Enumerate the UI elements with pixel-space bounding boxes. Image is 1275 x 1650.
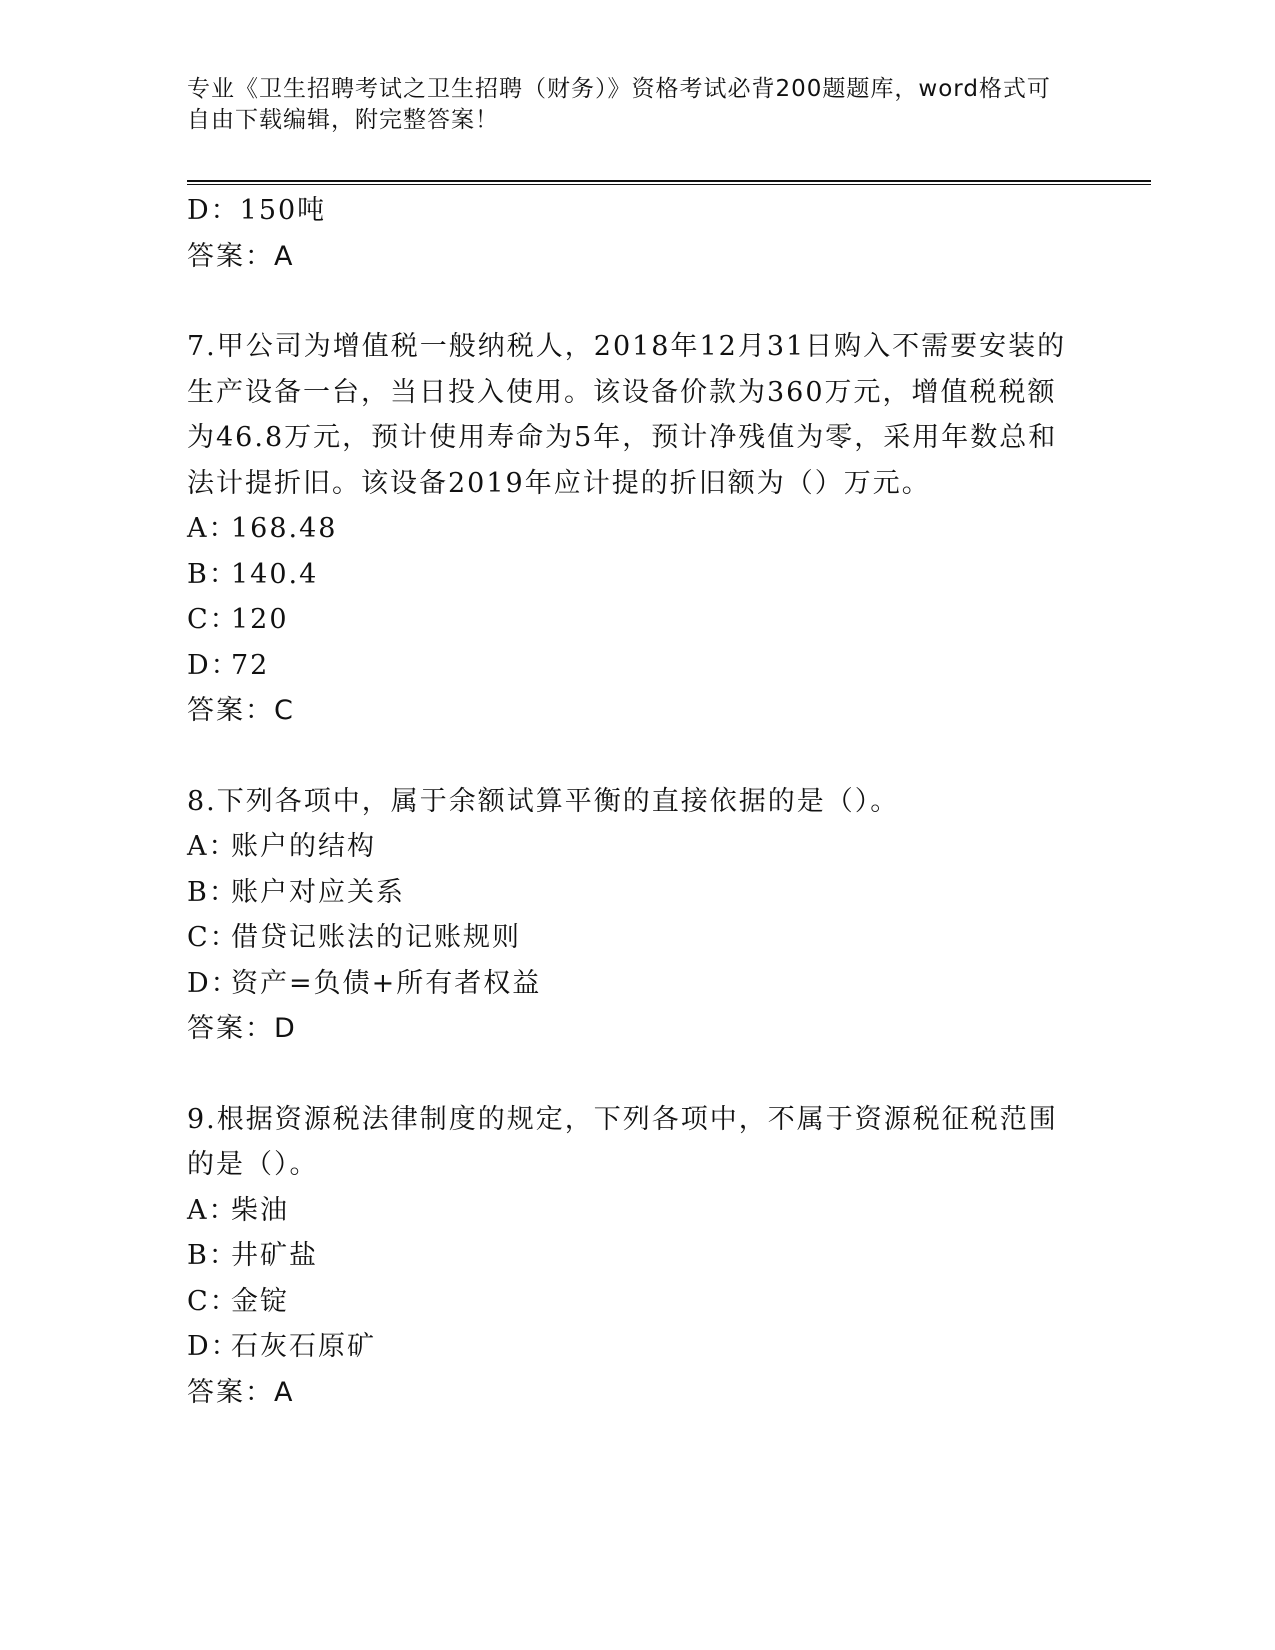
continued-option-d: D：150吨 — [187, 195, 327, 226]
option-key: D： — [187, 649, 240, 681]
option-text: 柴油 — [231, 1194, 289, 1226]
option-text: 168.48 — [231, 513, 338, 544]
option-key: B： — [187, 876, 238, 908]
option-d — [187, 1324, 1077, 1370]
option-key: A： — [187, 831, 238, 862]
option-key: B： — [187, 1240, 238, 1271]
option-text: 石灰石原矿 — [231, 1331, 376, 1362]
option-key: B： — [187, 558, 238, 590]
option-text: 140.4 — [231, 558, 319, 590]
question-content — [187, 188, 1077, 1415]
option-key: A： — [187, 1194, 238, 1226]
option-d — [187, 961, 1077, 1007]
question-7 — [187, 324, 1077, 734]
option-key: C： — [187, 1285, 239, 1317]
option-a — [187, 824, 1077, 870]
page-header: 专业《卫生招聘考试之卫生招聘（财务）》资格考试必背200题题库，word格式可自由下载编辑，附完整答案！ — [187, 76, 1051, 133]
option-c — [187, 915, 1077, 961]
option-key: D： — [187, 967, 240, 999]
option-text: 72 — [231, 649, 270, 681]
option-b — [187, 552, 1077, 598]
option-key: D： — [187, 1331, 240, 1362]
question-stem: 7.甲公司为增值税一般纳税人，2018年12月31日购入不需要安装的生产设备一台，当日投入使用。该设备价款为360万元，增值税税额为46.8万元，预计使用寿命为5年，预计净残值为零，采用年数总和法计提折旧。该设备2019年应计提的折旧额为（）万元。 — [187, 331, 1067, 499]
option-text: 账户的结构 — [231, 831, 376, 862]
question-stem: 9.根据资源税法律制度的规定，下列各项中，不属于资源税征税范围的是（）。 — [187, 1103, 1058, 1180]
question-stem: 8.下列各项中，属于余额试算平衡的直接依据的是（）。 — [187, 785, 900, 817]
option-text: 借贷记账法的记账规则 — [231, 922, 521, 953]
option-text: 120 — [231, 604, 289, 635]
option-c — [187, 1279, 1077, 1325]
option-key: A： — [187, 513, 238, 544]
option-c — [187, 597, 1077, 643]
option-key: C： — [187, 604, 239, 635]
option-text: 金锭 — [231, 1285, 289, 1317]
header-divider-thick — [187, 180, 1151, 182]
question-9 — [187, 1097, 1077, 1416]
answer: 答案：A — [187, 1376, 295, 1408]
option-d — [187, 643, 1077, 689]
option-text: 账户对应关系 — [231, 876, 405, 908]
option-a — [187, 506, 1077, 552]
answer: 答案：C — [187, 695, 295, 726]
option-key: C： — [187, 922, 239, 953]
continued-answer: 答案：A — [187, 240, 295, 272]
question-8 — [187, 779, 1077, 1052]
header-divider-thin — [187, 184, 1151, 185]
answer: 答案：D — [187, 1013, 297, 1044]
option-text: 资产=负债+所有者权益 — [231, 967, 542, 999]
option-a — [187, 1188, 1077, 1234]
option-text: 井矿盐 — [231, 1240, 318, 1271]
option-b — [187, 1233, 1077, 1279]
option-b — [187, 870, 1077, 916]
